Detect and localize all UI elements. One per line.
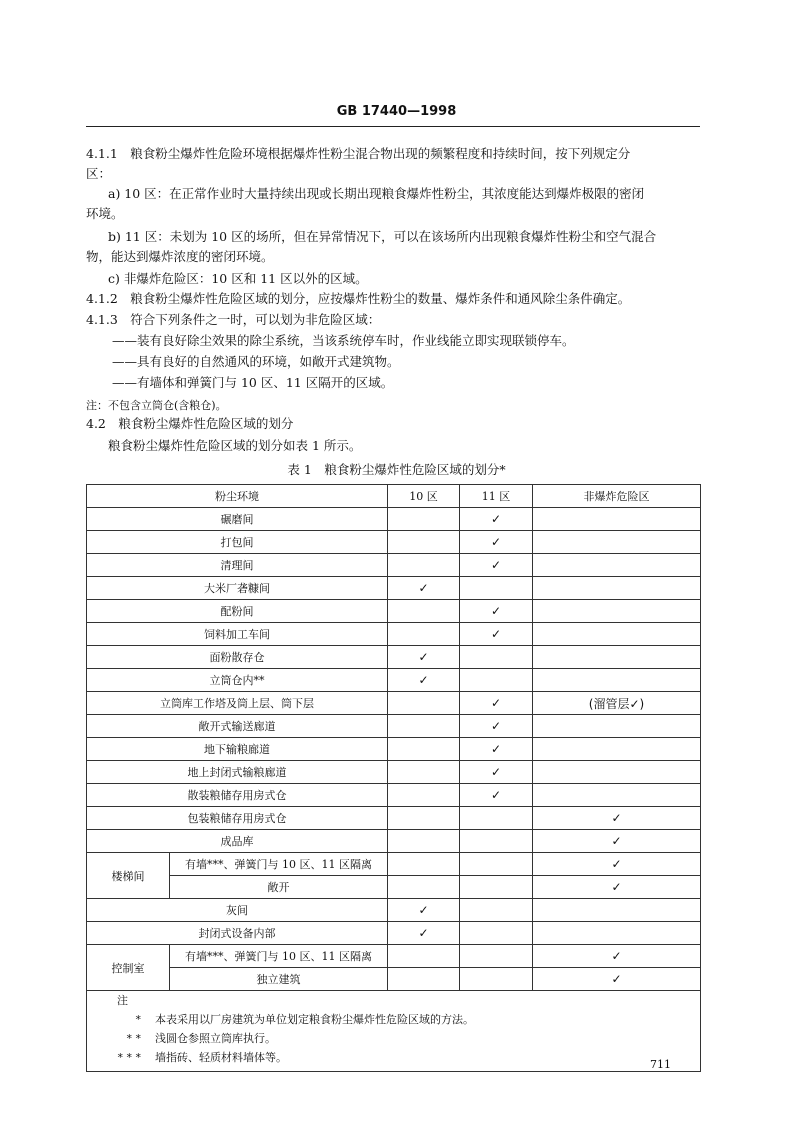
env-cell: 配粉间 [87,600,388,623]
env-cell: 敞开 [170,876,388,899]
zone10-cell [388,738,460,761]
nonhazard-cell: ✓ [533,853,701,876]
nonhazard-cell [533,577,701,600]
zone11-cell [460,876,533,899]
env-cell: 敞开式输送廊道 [87,715,388,738]
nonhazard-cell [533,761,701,784]
table-row [87,807,701,830]
table-row [87,715,701,738]
zone11-cell [460,669,533,692]
zone11-cell: ✓ [460,692,533,715]
note-2-text: 浅圆仓参照立筒库执行。 [155,1032,276,1045]
notes-row [87,991,701,1072]
nonhazard-cell [533,738,701,761]
dash-item-2: ——具有良好的自然通风的环境，如敞开式建筑物。 [112,354,400,369]
table-row [87,646,701,669]
zone10-cell [388,968,460,991]
zone11-cell: ✓ [460,554,533,577]
note-line: 注：不包含立筒仓(含粮仓)。 [86,399,227,412]
item-b-cont: 物，能达到爆炸浓度的密闭环境。 [86,249,274,264]
table-row [87,554,701,577]
group-label-cell: 楼梯间 [87,853,170,899]
env-cell: 地下输粮廊道 [87,738,388,761]
env-cell: 打包间 [87,531,388,554]
nonhazard-cell [533,646,701,669]
table-row [87,692,701,715]
table-row [87,669,701,692]
env-cell: 散装粮储存用房式仓 [87,784,388,807]
nonhazard-cell [533,623,701,646]
table-caption: 表 1 粮食粉尘爆炸性危险区域的划分* [287,462,506,477]
zone10-cell: ✓ [388,577,460,600]
nonhazard-cell [533,922,701,945]
clause-4-1-2: 4.1.2 粮食粉尘爆炸性危险区域的划分，应按爆炸性粉尘的数量、爆炸条件和通风除尘条件确定。 [86,291,631,306]
env-cell: 成品库 [87,830,388,853]
header-zone11: 11 区 [460,485,533,508]
env-cell: 封闭式设备内部 [87,922,388,945]
clause-4-1-1-cont: 区： [86,166,112,181]
item-a: a) 10 区：在正常作业时大量持续出现或长期出现粮食爆炸性粉尘，其浓度能达到爆炸极限的密闭 [108,186,645,201]
item-a-cont: 环境。 [86,206,124,221]
zone10-cell [388,807,460,830]
table-row [87,853,701,876]
nonhazard-cell: ✓ [533,830,701,853]
zone11-cell [460,945,533,968]
notes-title: 注 [117,994,128,1007]
nonhazard-cell [533,554,701,577]
zone10-cell [388,945,460,968]
header-zone10: 10 区 [388,485,460,508]
table-row [87,876,701,899]
table-row [87,830,701,853]
env-cell: 立筒仓内** [87,669,388,692]
zone10-cell [388,761,460,784]
nonhazard-cell [533,784,701,807]
zone11-cell [460,899,533,922]
table-row [87,738,701,761]
note-1 [87,1010,700,1029]
zone11-cell [460,922,533,945]
group-label-cell: 控制室 [87,945,170,991]
note-2-mark: * * [126,1032,141,1045]
env-cell: 面粉散存仓 [87,646,388,669]
table-row [87,531,701,554]
zone11-cell [460,830,533,853]
zone10-cell [388,876,460,899]
header-nonhazard: 非爆炸危险区 [533,485,701,508]
nonhazard-cell [533,508,701,531]
zone11-cell [460,577,533,600]
note-3-text: 墙指砖、轻质材料墙体等。 [155,1051,287,1064]
page-number: 711 [650,1058,671,1071]
clause-4-1-1: 4.1.1 粮食粉尘爆炸性危险环境根据爆炸性粉尘混合物出现的频繁程度和持续时间，按下列规定分 [86,146,631,161]
zone11-cell [460,646,533,669]
env-cell: 灰间 [87,899,388,922]
nonhazard-cell: ✓ [533,807,701,830]
zone11-cell: ✓ [460,508,533,531]
zone11-cell [460,853,533,876]
env-cell: 大米厂砻糠间 [87,577,388,600]
table-row [87,623,701,646]
note-3-mark: * * * [117,1051,141,1064]
note-1-text: 本表采用以厂房建筑为单位划定粮食粉尘爆炸性危险区域的方法。 [155,1013,474,1026]
header-rule [86,126,700,127]
clause-4-2: 4.2 粮食粉尘爆炸性危险区域的划分 [86,416,294,431]
table-row [87,600,701,623]
zone11-cell: ✓ [460,531,533,554]
table-row [87,761,701,784]
nonhazard-cell [533,600,701,623]
zone11-cell: ✓ [460,600,533,623]
env-cell: 有墙***、弹簧门与 10 区、11 区隔离 [170,853,388,876]
page-header: GB 17440—1998 [336,104,457,119]
zone11-cell [460,968,533,991]
table-header-row [87,485,701,508]
nonhazard-cell [533,531,701,554]
zone11-cell [460,807,533,830]
nonhazard-cell [533,715,701,738]
note-3 [87,1048,700,1067]
zone10-cell [388,715,460,738]
dash-item-1: ——装有良好除尘效果的除尘系统，当该系统停车时，作业线能立即实现联锁停车。 [112,333,575,348]
table-row [87,968,701,991]
env-cell: 碾磨间 [87,508,388,531]
nonhazard-cell [533,669,701,692]
env-cell: 包装粮储存用房式仓 [87,807,388,830]
zone10-cell [388,508,460,531]
note-2 [87,1029,700,1048]
zone10-cell [388,554,460,577]
zone10-cell [388,623,460,646]
env-cell: 地上封闭式输粮廊道 [87,761,388,784]
header-env: 粉尘环境 [87,485,388,508]
table-row [87,784,701,807]
table-row [87,945,701,968]
table-row [87,899,701,922]
nonhazard-cell: (溜管层✓) [533,692,701,715]
zone10-cell: ✓ [388,669,460,692]
nonhazard-cell: ✓ [533,968,701,991]
zone10-cell [388,531,460,554]
table-row [87,508,701,531]
zone10-cell: ✓ [388,646,460,669]
env-cell: 独立建筑 [170,968,388,991]
env-cell: 立筒库工作塔及筒上层、筒下层 [87,692,388,715]
zone10-cell [388,853,460,876]
env-cell: 饲料加工车间 [87,623,388,646]
clause-4-1-3: 4.1.3 符合下列条件之一时，可以划为非危险区域： [86,312,381,327]
nonhazard-cell: ✓ [533,945,701,968]
zone10-cell [388,784,460,807]
note-1-mark: * [135,1013,141,1026]
table-row [87,922,701,945]
zone10-cell: ✓ [388,899,460,922]
env-cell: 有墙***、弹簧门与 10 区、11 区隔离 [170,945,388,968]
zone10-cell: ✓ [388,922,460,945]
zone10-cell [388,600,460,623]
item-c: c) 非爆炸危险区：10 区和 11 区以外的区域。 [108,271,368,286]
zone11-cell: ✓ [460,623,533,646]
zone10-cell [388,692,460,715]
table-row [87,577,701,600]
zone11-cell: ✓ [460,738,533,761]
zone11-cell: ✓ [460,715,533,738]
item-b: b) 11 区：未划为 10 区的场所，但在异常情况下，可以在该场所内出现粮食爆炸性粉尘和空气混合 [108,229,657,244]
hazard-table [86,484,701,1072]
zone11-cell: ✓ [460,784,533,807]
zone10-cell [388,830,460,853]
zone11-cell: ✓ [460,761,533,784]
nonhazard-cell: ✓ [533,876,701,899]
notes-cell [87,991,701,1072]
nonhazard-cell [533,899,701,922]
clause-4-2-text: 粮食粉尘爆炸性危险区域的划分如表 1 所示。 [108,438,362,453]
env-cell: 清理间 [87,554,388,577]
dash-item-3: ——有墙体和弹簧门与 10 区、11 区隔开的区域。 [112,375,394,390]
